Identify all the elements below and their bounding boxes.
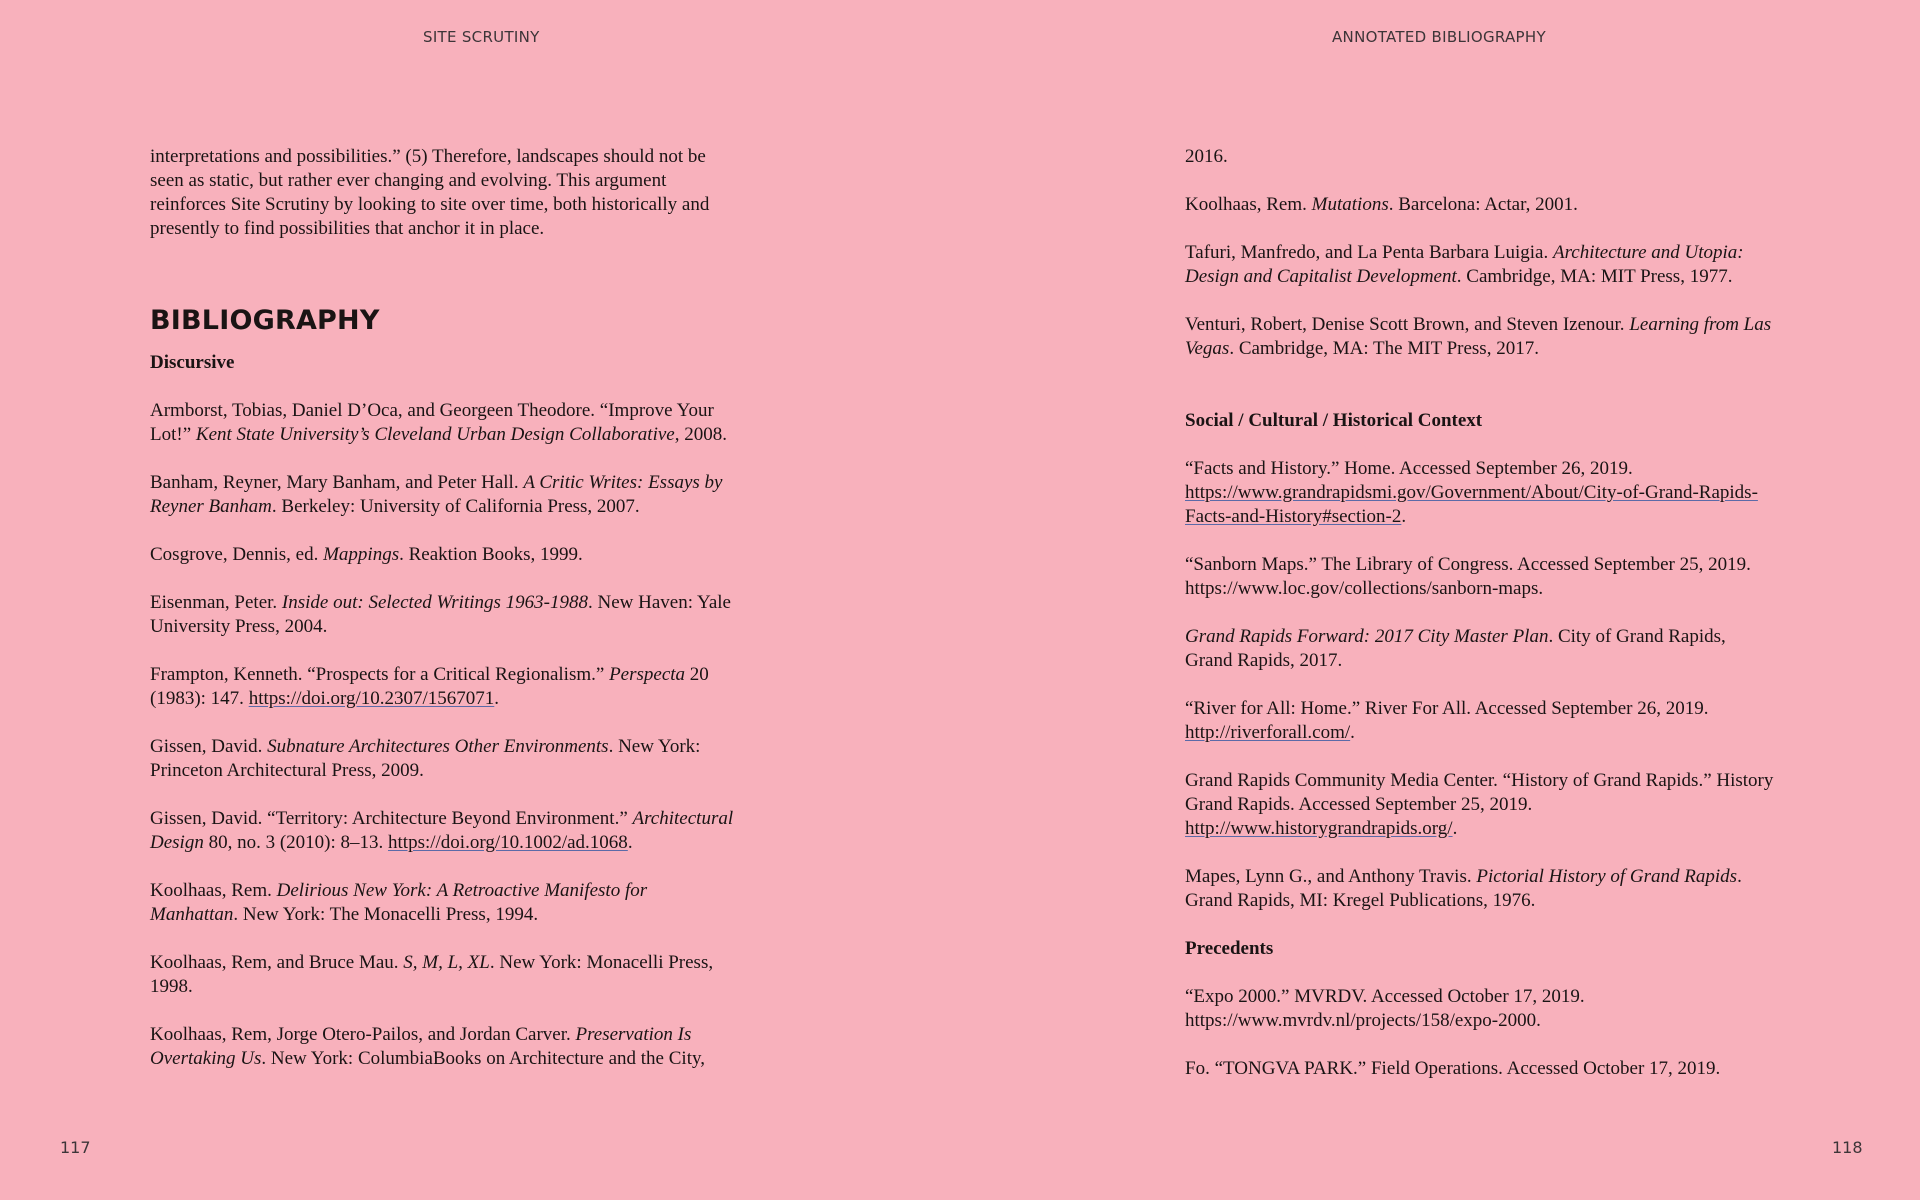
entry-text: . Cambridge, MA: MIT Press, 1977.: [1456, 266, 1733, 287]
bibliography-entry: [150, 471, 740, 519]
entry-text: Fo. “TONGVA PARK.” Field Operations. Accessed October 17, 2019.: [1185, 1058, 1721, 1079]
entry-text: “River for All: Home.” River For All. Accessed September 26, 2019.: [1185, 698, 1709, 719]
entry-title: Kent State University’s Cleveland Urban Design Collaborative: [195, 424, 675, 445]
entry-title: A Critic Writes: Essays by Reyner Banham: [150, 472, 723, 517]
entry-text: . Reaktion Books, 1999.: [399, 544, 583, 565]
bibliography-entry: [1185, 985, 1775, 1033]
entry-title: Architectural Design: [150, 808, 734, 853]
bibliography-entry: [1185, 1057, 1775, 1081]
entry-text: Grand Rapids Community Media Center. “History of Grand Rapids.” History Grand Rapids. Accessed September 25, 2019.: [1185, 770, 1774, 815]
bibliography-entry: [150, 807, 740, 855]
bibliography-entry: [1185, 457, 1775, 529]
entry-text: 20 (1983): 147.: [150, 664, 709, 709]
bibliography-list-context: [1185, 457, 1775, 913]
entry-text: 80, no. 3 (2010): 8–13.: [203, 832, 389, 853]
entry-title: Mutations: [1311, 194, 1389, 215]
entry-text: . New York: Princeton Architectural Press, 2009.: [150, 736, 701, 781]
bibliography-entry: [1185, 865, 1775, 913]
left-page-column: [150, 145, 740, 1071]
entry-text: Gissen, David.: [150, 736, 268, 757]
bibliography-entry: [150, 663, 740, 711]
entry-text: . New York: Monacelli Press, 1998.: [150, 952, 714, 997]
bibliography-entry: [1185, 769, 1775, 841]
entry-text: . New Haven: Yale University Press, 2004.: [150, 592, 731, 637]
entry-title: Perspecta: [609, 664, 686, 685]
left-page-number: 117: [60, 1138, 91, 1157]
entry-text: “Sanborn Maps.” The Library of Congress. Accessed September 25, 2019. https://www.loc.gov/collections/sanborn-maps.: [1185, 554, 1751, 599]
entry-text: , 2008.: [674, 424, 727, 445]
entry-text: . Grand Rapids, MI: Kregel Publications, 1976.: [1185, 866, 1742, 911]
bibliography-entry: [150, 951, 740, 999]
bibliography-entry: [1185, 241, 1775, 289]
entry-text: “Facts and History.” Home. Accessed September 26, 2019.: [1185, 458, 1633, 479]
intro-paragraph: interpretations and possibilities.” (5) Therefore, landscapes should not be seen as static, but rather ever changing and evolving. This argument reinforces Site Scrutiny by looking to site over time, both historically and presently to find possibilities that anchor it in place.: [150, 146, 710, 239]
entry-title: Learning from Las Vegas: [1185, 314, 1772, 359]
entry-title: Architecture and Utopia: Design and Capitalist Development: [1185, 242, 1744, 287]
section-precedents: Precedents: [1185, 938, 1274, 959]
entry-text: .: [627, 832, 633, 853]
entry-text: .: [494, 688, 500, 709]
entry-text: “Expo 2000.” MVRDV. Accessed October 17, 2019. https://www.mvrdv.nl/projects/158/expo-2000.: [1185, 986, 1585, 1031]
entry-title: Grand Rapids Forward: 2017 City Master Plan: [1185, 626, 1549, 647]
entry-text: . Barcelona: Actar, 2001.: [1388, 194, 1578, 215]
entry-text: Koolhaas, Rem.: [1185, 194, 1312, 215]
entry-text: Koolhaas, Rem, and Bruce Mau.: [150, 952, 404, 973]
entry-title: S, M, L, XL: [403, 952, 490, 973]
bibliography-entry: [1185, 625, 1775, 673]
right-running-head: ANNOTATED BIBLIOGRAPHY: [1332, 28, 1546, 46]
continued-entry: 2016.: [1185, 146, 1228, 167]
entry-title: Delirious New York: A Retroactive Manifesto for Manhattan: [150, 880, 648, 925]
entry-title: Preservation Is Overtaking Us: [150, 1024, 692, 1069]
entry-text: Venturi, Robert, Denise Scott Brown, and Steven Izenour.: [1185, 314, 1630, 335]
entry-text: . New York: ColumbiaBooks on Architecture and the City,: [261, 1048, 705, 1069]
bibliography-entry: [150, 879, 740, 927]
entry-title: Subnature Architectures Other Environments: [267, 736, 609, 757]
entry-text: . Berkeley: University of California Press, 2007.: [271, 496, 640, 517]
bibliography-list-continued: [1185, 193, 1775, 361]
right-page-column: [1185, 145, 1775, 1081]
entry-text: .: [1401, 506, 1407, 527]
bibliography-list-precedents: [1185, 985, 1775, 1081]
bibliography-entry: [150, 543, 740, 567]
entry-link[interactable]: http://riverforall.com/: [1185, 722, 1351, 743]
bibliography-heading: BIBLIOGRAPHY: [150, 305, 380, 336]
entry-text: Gissen, David. “Territory: Architecture Beyond Environment.”: [150, 808, 633, 829]
bibliography-entry: [150, 399, 740, 447]
entry-text: Cosgrove, Dennis, ed.: [150, 544, 324, 565]
entry-text: Tafuri, Manfredo, and La Penta Barbara Luigia.: [1185, 242, 1553, 263]
entry-text: Koolhaas, Rem, Jorge Otero-Pailos, and Jordan Carver.: [150, 1024, 576, 1045]
entry-text: .: [1452, 818, 1458, 839]
entry-text: Banham, Reyner, Mary Banham, and Peter Hall.: [150, 472, 524, 493]
bibliography-entry: [150, 1023, 740, 1071]
bibliography-entry: [1185, 553, 1775, 601]
entry-text: . New York: The Monacelli Press, 1994.: [233, 904, 539, 925]
entry-title: Inside out: Selected Writings 1963-1988: [281, 592, 588, 613]
entry-text: Eisenman, Peter.: [150, 592, 282, 613]
entry-text: Mapes, Lynn G., and Anthony Travis.: [1185, 866, 1477, 887]
entry-title: Mappings: [323, 544, 400, 565]
entry-title: Pictorial History of Grand Rapids: [1476, 866, 1738, 887]
section-context: Social / Cultural / Historical Context: [1185, 410, 1483, 431]
entry-text: Frampton, Kenneth. “Prospects for a Critical Regionalism.”: [150, 664, 610, 685]
entry-link[interactable]: https://doi.org/10.1002/ad.1068: [388, 832, 628, 853]
bibliography-entry: [1185, 697, 1775, 745]
entry-text: . City of Grand Rapids, Grand Rapids, 2017.: [1185, 626, 1726, 671]
bibliography-entry: [1185, 313, 1775, 361]
entry-text: .: [1350, 722, 1355, 743]
entry-text: . Cambridge, MA: The MIT Press, 2017.: [1229, 338, 1539, 359]
bibliography-entry: [150, 591, 740, 639]
entry-text: Armborst, Tobias, Daniel D’Oca, and Georgeen Theodore. “Improve Your Lot!”: [150, 400, 714, 445]
bibliography-entry: [150, 735, 740, 783]
entry-link[interactable]: http://www.historygrandrapids.org/: [1185, 818, 1453, 839]
entry-link[interactable]: https://www.grandrapidsmi.gov/Government/About/City-of-Grand-Rapids-Facts-and-History#section-2: [1185, 482, 1758, 527]
bibliography-list-discursive: [150, 399, 740, 1071]
entry-link[interactable]: https://doi.org/10.2307/1567071: [248, 688, 495, 709]
section-discursive: Discursive: [150, 352, 235, 373]
bibliography-entry: [1185, 193, 1775, 217]
left-running-head: SITE SCRUTINY: [423, 28, 540, 46]
right-page-number: 118: [1832, 1138, 1863, 1157]
entry-text: Koolhaas, Rem.: [150, 880, 277, 901]
